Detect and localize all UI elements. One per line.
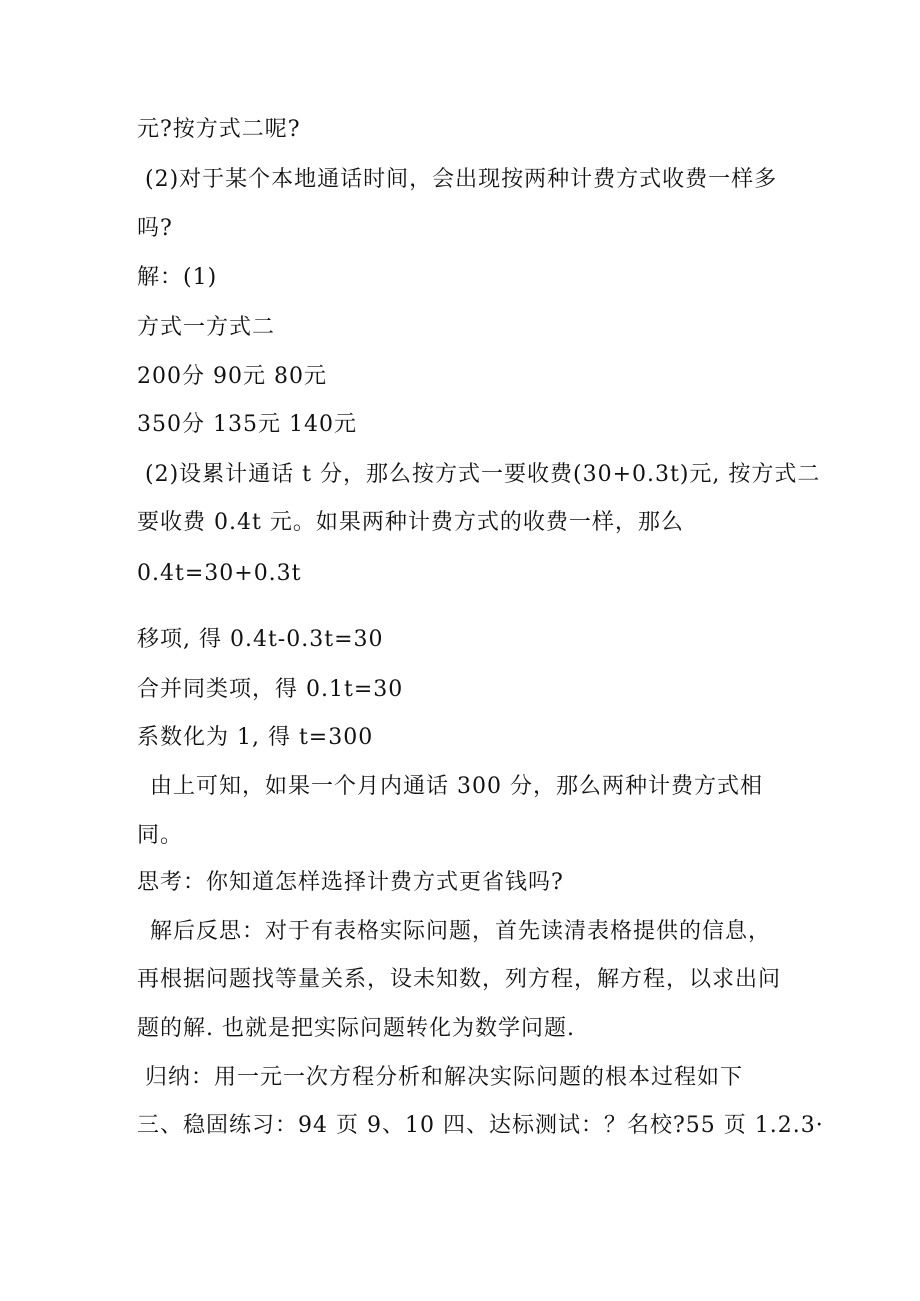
text-line: 同。 (137, 823, 184, 848)
text-line: 三、稳固练习：94 页 9、10 四、达标测试：？名校?55 页 1.2.3· (137, 1113, 824, 1138)
text-line: 归纳：用一元一次方程分析和解决实际问题的根本过程如下 (145, 1065, 744, 1090)
equation-step: 系数化为 1, 得 t=300 (137, 725, 374, 750)
text-line: 题的解. 也就是把实际问题转化为数学问题. (137, 1016, 575, 1041)
equation-step: 合并同类项，得 0.1t=30 (137, 677, 404, 702)
text-line: 解后反思：对于有表格实际问题，首先读清表格提供的信息， (150, 919, 772, 944)
table-row-line: 350分 135元 140元 (137, 412, 357, 437)
text-line: 元?按方式二呢? (137, 117, 301, 142)
text-line: 解：(1) (137, 265, 218, 290)
text-line: 吗? (137, 216, 173, 241)
text-line: (2)对于某个本地通话时间，会出现按两种计费方式收费一样多 (145, 167, 778, 192)
table-header-line: 方式一方式二 (137, 315, 276, 340)
equation-line: 0.4t=30+0.3t (137, 561, 302, 586)
text-line: 由上可知，如果一个月内通话 300 分，那么两种计费方式相 (150, 774, 763, 799)
equation-step: 移项, 得 0.4t-0.3t=30 (137, 627, 384, 652)
text-line: (2)设累计通话 t 分，那么按方式一要收费(30+0.3t)元, 按方式二 (145, 462, 821, 487)
text-line: 要收费 0.4t 元。如果两种计费方式的收费一样，那么 (137, 510, 684, 535)
text-line: 再根据问题找等量关系，设未知数，列方程，解方程，以求出问 (137, 967, 782, 992)
text-line: 思考：你知道怎样选择计费方式更省钱吗? (137, 870, 564, 895)
table-row-line: 200分 90元 80元 (137, 364, 327, 389)
